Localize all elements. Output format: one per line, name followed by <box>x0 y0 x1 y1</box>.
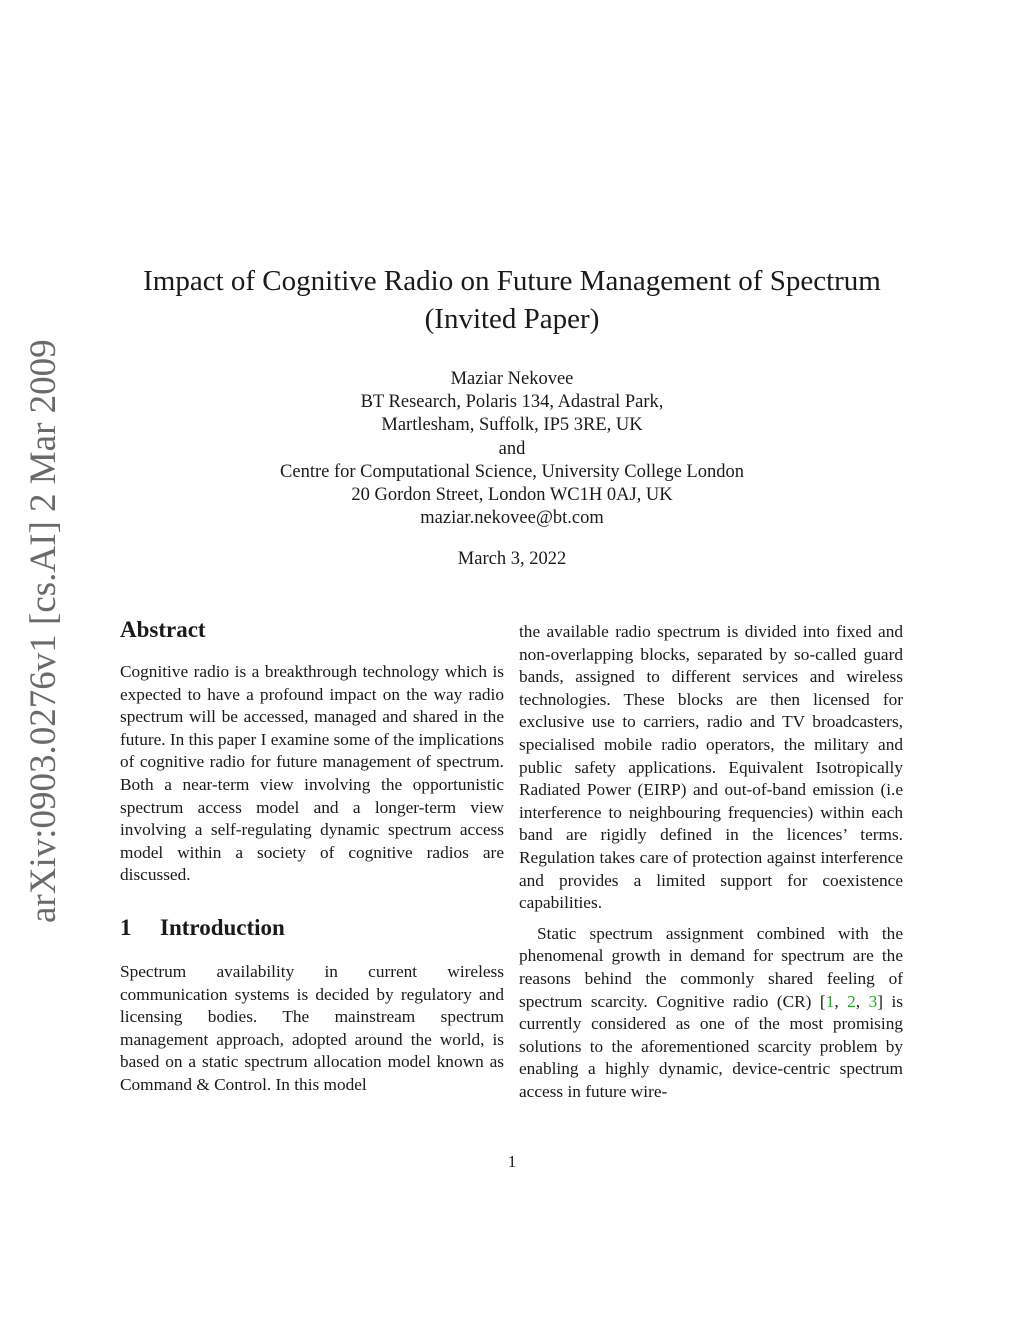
title-line-2: (Invited Paper) <box>424 303 600 335</box>
citation-link-3[interactable]: 3 <box>868 991 878 1011</box>
title-line-1: Impact of Cognitive Radio on Future Management of Spectrum <box>143 265 881 297</box>
intro-paragraph-1-continued: the available radio spectrum is divided into fixed and non-overlapping blocks, separated by so-called guard bands, assigned to different services and wireless technologies. These blocks are then licensed for exclusive use to carriers, radio and TV broadcasters, specialised mobile radio operators, the military and public safety applications. Equivalent Isotropically Radiated Power (EIRP) and out-of-band emission (i.e interference to neighbouring frequencies) within each band are rigidly defined in the licences’ terms. Regulation takes care of protection against interference and provides a limited support for coexistence capabilities. <box>519 622 903 913</box>
citation-link-1[interactable]: 1 <box>825 991 835 1011</box>
abstract-text: Cognitive radio is a breakthrough technology which is expected to have a profound impact on the way radio spectrum will be accessed, managed and shared in the future. In this paper I examine some of the implications of cognitive radio for future management of spectrum. Both a near-term view involving the opportunistic spectrum access model and a longer-term view involving a self-regulating dynamic spectrum access model within a society of cognitive radios are discussed. <box>120 662 504 885</box>
right-column <box>519 621 903 1103</box>
citation-link-2[interactable]: 2 <box>847 991 856 1011</box>
affiliation-conjunction: and <box>498 438 526 459</box>
intro-paragraph-1: Spectrum availability in current wireless communication systems is decided by regulatory and licensing bodies. The mainstream spectrum management approach, adopted around the world, is based on a static spectrum allocation model known as Command & Control. In this model <box>120 961 504 1094</box>
citation-bracket-close: ] <box>877 991 883 1011</box>
affiliation-1-line-1: BT Research, Polaris 134, Adastral Park, <box>360 392 664 413</box>
introduction-heading <box>120 913 504 943</box>
affiliation-1-line-2: Martlesham, Suffolk, IP5 3RE, UK <box>381 415 643 436</box>
paragraph-2-text-after: is currently considered as one of the most promising solutions to the aforementioned scarcity problem by enabling a highly dynamic, device-centric spectrum access in future wire- <box>519 991 904 1101</box>
intro-paragraph-2 <box>519 923 903 1104</box>
affiliation-2-line-1: Centre for Computational Science, University College London <box>280 461 744 482</box>
paper-date: March 3, 2022 <box>457 549 567 570</box>
page-number: 1 <box>507 1152 517 1171</box>
paper-title <box>110 262 914 338</box>
section-number: 1 <box>120 914 132 940</box>
citation-bracket-open: [ <box>819 991 826 1011</box>
author-name: Maziar Nekovee <box>450 369 574 389</box>
affiliation-2-line-2: 20 Gordon Street, London WC1H 0AJ, UK <box>351 485 673 506</box>
paragraph-2-text-before: Static spectrum assignment combined with the phenomenal growth in demand for spectrum are the reasons behind the commonly shared feeling of spectrum scarcity. Cognitive radio (CR) <box>519 923 903 1011</box>
citation-separator-1: , <box>834 991 848 1011</box>
citation-separator-2: , <box>855 991 869 1011</box>
section-title: Introduction <box>160 914 285 940</box>
author-block <box>110 368 914 572</box>
author-email: maziar.nekovee@bt.com <box>420 508 604 529</box>
arxiv-identifier-stamp: arXiv:0903.0276v1 [cs.AI] 2 Mar 2009 <box>23 339 64 923</box>
left-column <box>120 615 504 1097</box>
abstract-heading: Abstract <box>120 617 206 642</box>
